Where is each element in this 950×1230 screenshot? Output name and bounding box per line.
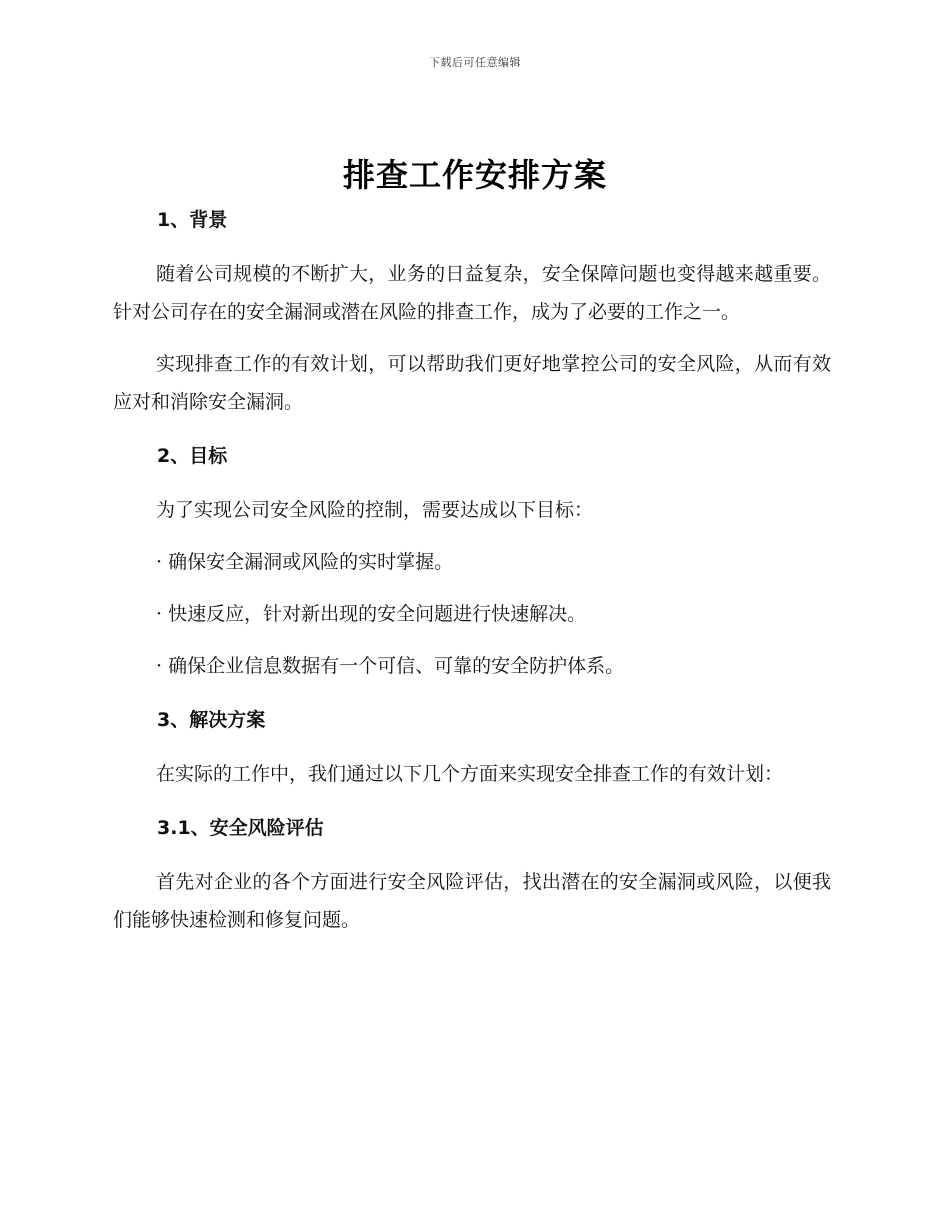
goal-item-1: · 确保安全漏洞或风险的实时掌握。 bbox=[156, 551, 454, 573]
header-note: 下载后可任意编辑 bbox=[429, 56, 521, 69]
background-paragraph-1: 随着公司规模的不断扩大，业务的日益复杂，安全保障问题也变得越来越重要。针对公司存在的安全漏洞或潜在风险的排查工作，成为了必要的工作之一。 bbox=[113, 263, 831, 323]
subsection-heading-risk-assessment: 3.1、安全风险评估 bbox=[157, 817, 324, 839]
goal-item-2: · 快速反应，针对新出现的安全问题进行快速解决。 bbox=[156, 603, 587, 625]
goal-item-3: · 确保企业信息数据有一个可信、可靠的安全防护体系。 bbox=[156, 655, 625, 677]
document-body bbox=[113, 205, 831, 939]
goals-intro: 为了实现公司安全风险的控制，需要达成以下目标： bbox=[156, 499, 594, 521]
solution-intro: 在实际的工作中，我们通过以下几个方面来实现安全排查工作的有效计划： bbox=[156, 763, 784, 785]
section-heading-goals: 2、目标 bbox=[157, 445, 228, 467]
section-heading-background: 1、背景 bbox=[157, 209, 228, 231]
document-title: 排查工作安排方案 bbox=[342, 156, 607, 194]
section-heading-solution: 3、解决方案 bbox=[157, 709, 266, 731]
risk-assessment-paragraph: 首先对企业的各个方面进行安全风险评估，找出潜在的安全漏洞或风险，以便我们能够快速检测和修复问题。 bbox=[113, 871, 831, 931]
background-paragraph-2: 实现排查工作的有效计划，可以帮助我们更好地掌控公司的安全风险，从而有效应对和消除安全漏洞。 bbox=[113, 353, 831, 413]
